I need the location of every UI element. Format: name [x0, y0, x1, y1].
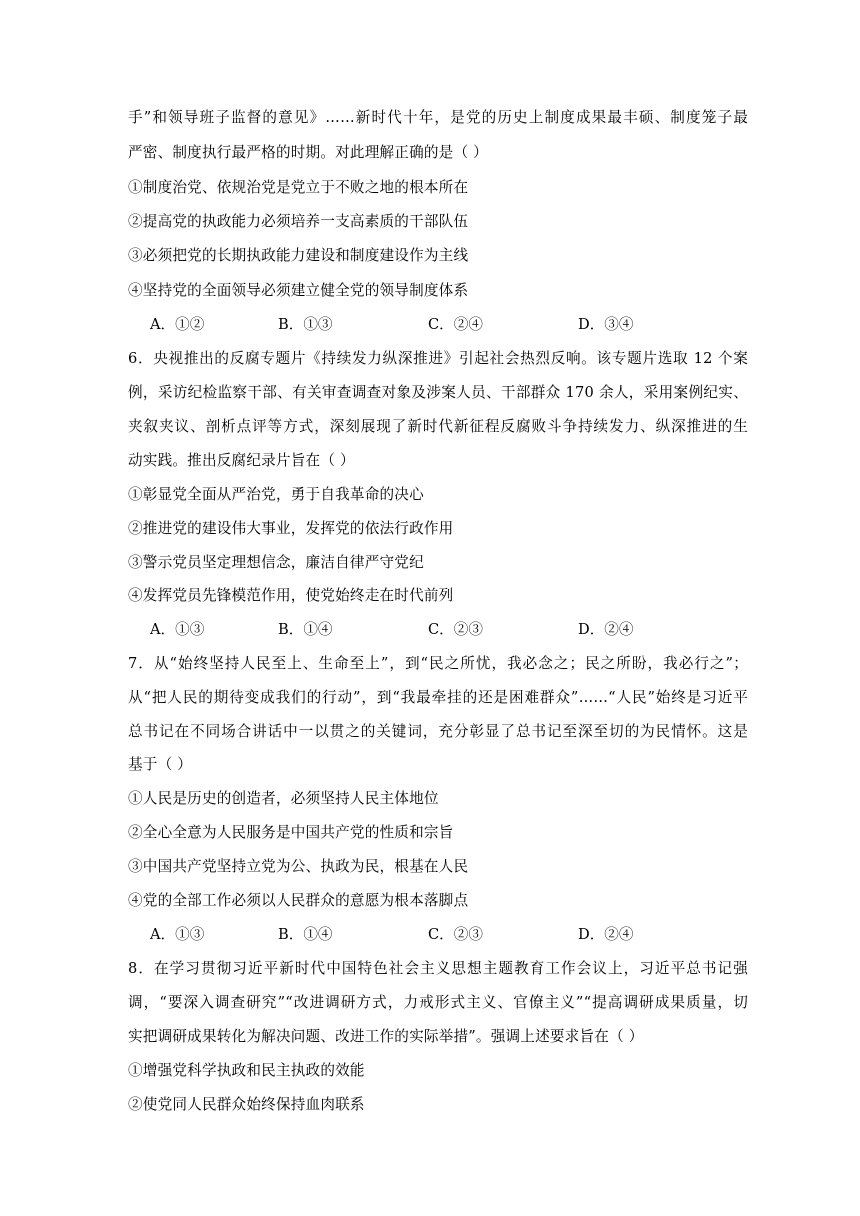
q6-stem-line-3: 夹叙夹议、剖析点评等方式，深刻展现了新时代新征程反腐败斗争持续发力、纵深推进的生: [128, 418, 748, 435]
q7-stem-line-3: 总书记在不同场合讲话中一以贯之的关键词，充分彰显了总书记至深至切的为民情怀。这是: [128, 723, 748, 740]
q5-option-a[interactable]: A．①②: [150, 316, 205, 333]
q6-stem-line-2: 例，采访纪检监察干部、有关审查调查对象及涉案人员、干部群众 170 余人，采用案例纪实、: [128, 384, 748, 401]
q6-statement-1: ①彰显党全面从严治党，勇于自我革命的决心: [128, 486, 424, 503]
q5-statement-4: ④坚持党的全面领导必须建立健全党的领导制度体系: [128, 282, 469, 299]
q8-stem-line-3: 实把调研成果转化为解决问题、改进工作的实际举措”。强调上述要求旨在（ ）: [128, 1028, 644, 1045]
q8-statement-2: ②使党同人民群众始终保持血肉联系: [128, 1096, 365, 1113]
q6-option-a[interactable]: A．①③: [150, 621, 205, 638]
q7-statement-1: ①人民是历史的创造者，必须坚持人民主体地位: [128, 790, 439, 807]
q5-option-b[interactable]: B．①③: [278, 316, 333, 333]
q7-statement-3: ③中国共产党坚持立党为公、执政为民，根基在人民: [128, 858, 469, 875]
q8-stem-line-1: 8．在学习贯彻习近平新时代中国特色社会主义思想主题教育工作会议上，习近平总书记强: [128, 960, 748, 977]
q8-statement-1: ①增强党科学执政和民主执政的效能: [128, 1062, 365, 1079]
q6-statement-4: ④发挥党员先锋模范作用，使党始终走在时代前列: [128, 587, 454, 604]
q7-option-a[interactable]: A．①③: [150, 926, 205, 943]
q5-option-c[interactable]: C．②④: [428, 316, 483, 333]
q7-stem-line-1: 7．从“始终坚持人民至上、生命至上”，到“民之所忧，我必念之；民之所盼，我必行之”；: [128, 655, 748, 672]
q7-options: [150, 925, 710, 945]
q6-stem-line-1: 6．央视推出的反腐专题片《持续发力纵深推进》引起社会热烈反响。该专题片选取 12 个案: [128, 350, 748, 367]
q6-option-d[interactable]: D．②④: [578, 621, 634, 638]
q5-option-d[interactable]: D．③④: [578, 316, 634, 333]
q7-option-b[interactable]: B．①④: [278, 926, 333, 943]
q5-statement-1: ①制度治党、依规治党是党立于不败之地的根本所在: [128, 179, 469, 196]
q6-option-b[interactable]: B．①④: [278, 621, 333, 638]
q6-option-c[interactable]: C．②③: [428, 621, 483, 638]
q7-option-d[interactable]: D．②④: [578, 926, 634, 943]
q7-statement-2: ②全心全意为人民服务是中国共产党的性质和宗旨: [128, 824, 454, 841]
q5-statement-3: ③必须把党的长期执政能力建设和制度建设作为主线: [128, 247, 469, 264]
q5-stem-line-2: 严密、制度执行最严格的时期。对此理解正确的是（ ）: [128, 144, 488, 161]
q7-statement-4: ④党的全部工作必须以人民群众的意愿为根本落脚点: [128, 892, 469, 909]
q7-stem-line-2: 从“把人民的期待变成我们的行动”，到“我最牵挂的还是困难群众”……“人民”始终是习近平: [128, 689, 748, 706]
q6-statement-3: ③警示党员坚定理想信念，廉洁自律严守党纪: [128, 554, 424, 571]
q5-options: [150, 315, 710, 335]
q6-statement-2: ②推进党的建设伟大事业，发挥党的依法行政作用: [128, 520, 454, 537]
q5-stem-line-1: 手”和领导班子监督的意见》……新时代十年，是党的历史上制度成果最丰硕、制度笼子最: [128, 109, 748, 126]
q7-option-c[interactable]: C．②③: [428, 926, 483, 943]
q5-statement-2: ②提高党的执政能力必须培养一支高素质的干部队伍: [128, 213, 469, 230]
q6-stem-line-4: 动实践。推出反腐纪录片旨在（ ）: [128, 452, 355, 469]
q8-stem-line-2: 调，“要深入调查研究”“改进调研方式，力戒形式主义、官僚主义”“提高调研成果质量，切: [128, 994, 748, 1011]
q7-stem-line-4: 基于（ ）: [128, 756, 193, 773]
q6-options: [150, 620, 710, 640]
